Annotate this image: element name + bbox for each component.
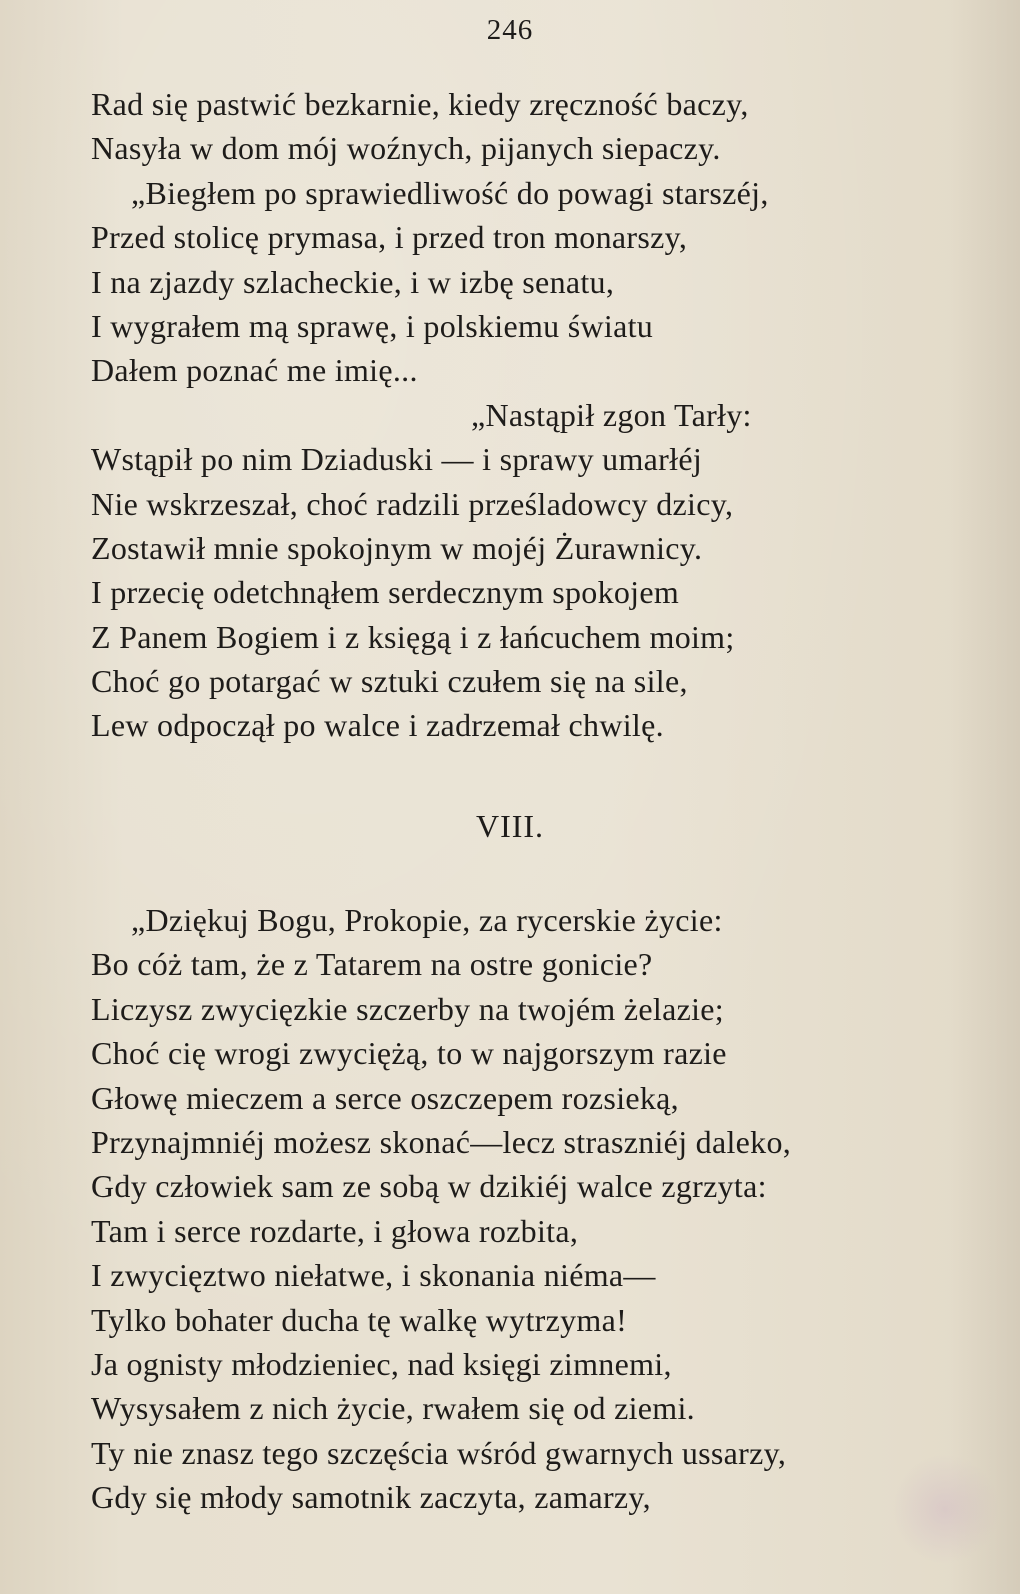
verse-line: Ty nie znasz tego szczęścia wśród gwarnych ussarzy,: [91, 1434, 787, 1471]
verse-line: Tylko bohater ducha tę walkę wytrzyma!: [91, 1301, 628, 1338]
verse-line: Dałem poznać me imię...: [91, 352, 418, 389]
verse-line: I wygrałem mą sprawę, i polskiemu światu: [91, 307, 654, 344]
verse-line: Głowę mieczem a serce oszczepem rozsieką,: [91, 1079, 679, 1116]
verse-line: Rad się pastwić bezkarnie, kiedy zręczność baczy,: [91, 86, 749, 122]
verse-line: Bo cóż tam, że z Tatarem na ostre gonicie?: [91, 946, 653, 983]
verse-line: Liczysz zwycięzkie szczerby na twojém żelazie;: [91, 990, 725, 1027]
verse-line: Nasyła w dom mój woźnych, pijanych siepaczy.: [91, 130, 721, 167]
verse-line: Choć go potargać w sztuki czułem się na sile,: [91, 663, 688, 700]
verse-line: Przynajmniéj możesz skonać—lecz straszniéj daleko,: [91, 1123, 792, 1160]
stanza-2: [91, 898, 971, 1519]
verse-line: Tam i serce rozdarte, i głowa rozbita,: [91, 1212, 579, 1249]
verse-line: Lew odpoczął po walce i zadrzemał chwilę.: [91, 707, 664, 744]
verse-line: Wstąpił po nim Dziaduski — i sprawy umarłéj: [91, 441, 703, 478]
verse-line: Gdy człowiek sam ze sobą w dzikiéj walce zgrzyta:: [91, 1168, 767, 1205]
verse-line: Choć cię wrogi zwyciężą, to w najgorszym razie: [91, 1035, 727, 1072]
verse-line: Ja ognisty młodzieniec, nad księgi zimnemi,: [91, 1345, 672, 1382]
verse-line: I na zjazdy szlacheckie, i w izbę senatu,: [91, 263, 615, 300]
verse-line: Przed stolicę prymasa, i przed tron monarszy,: [91, 219, 688, 256]
verse-line: „Nastąpił zgon Tarły:: [471, 396, 752, 433]
verse-line: Wysysałem z nich życie, rwałem się od ziemi.: [91, 1390, 695, 1427]
page-number: 246: [486, 14, 534, 46]
verse-line: I przecię odetchnąłem serdecznym spokojem: [91, 574, 680, 611]
stanza-1: [91, 82, 971, 748]
verse-line: I zwycięztwo niełatwe, i skonania niéma—: [91, 1257, 656, 1294]
verse-line: Nie wskrzeszał, choć radzili prześladowcy dzicy,: [91, 485, 734, 522]
verse-line: Z Panem Bogiem i z księgą i z łańcuchem moim;: [91, 618, 735, 655]
verse-line: „Biegłem po sprawiedliwość do powagi starszéj,: [131, 174, 769, 211]
verse-line: Zostawił mnie spokojnym w mojéj Żurawnicy.: [91, 529, 703, 566]
verse-line: Gdy się młody samotnik zaczyta, zamarzy,: [91, 1479, 651, 1516]
verse-line: „Dziękuj Bogu, Prokopie, za rycerskie życie:: [131, 902, 723, 938]
section-heading: VIII.: [475, 808, 545, 844]
